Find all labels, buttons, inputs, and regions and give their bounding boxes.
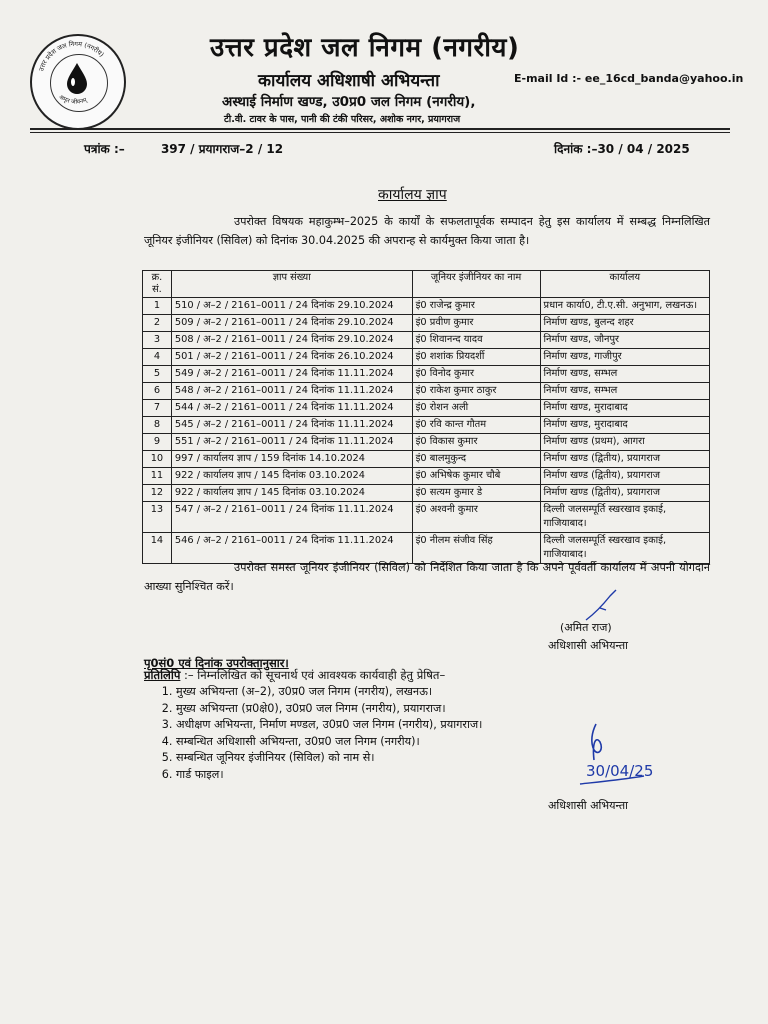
- table-row: [143, 451, 710, 468]
- cell-office: दिल्ली जलसम्पूर्ति स्खरखाव इकाई, गाजियाबाद।: [540, 533, 710, 564]
- cell-office: निर्माण खण्ड, मुरादाबाद: [540, 417, 710, 434]
- cell-memo-number: 508 / अ–2 / 2161–0011 / 24 दिनांक 29.10.2024: [171, 332, 412, 349]
- copy-recipient-item: 6. गार्ड फाइल।: [176, 767, 482, 784]
- svg-text:उत्तर प्रदेश जल निगम (नगरीय): उत्तर प्रदेश जल निगम (नगरीय): [37, 39, 106, 73]
- cell-engineer-name: इं0 राजेन्द्र कुमार: [412, 298, 540, 315]
- table-body: [143, 298, 710, 564]
- table-row: [143, 315, 710, 332]
- signatory-name: (अमित राज): [560, 621, 612, 634]
- table-row: [143, 332, 710, 349]
- copy-recipient-item: 3. अधीक्षण अभियन्ता, निर्माण मण्डल, उ0प्र0 जल निगम (नगरीय), प्रयागराज।: [176, 717, 482, 734]
- header-office: कार्यालय: [540, 271, 710, 298]
- cell-serial: 12: [143, 485, 172, 502]
- cell-engineer-name: इं0 विकास कुमार: [412, 434, 540, 451]
- cell-engineer-name: इं0 सत्यम कुमार डे: [412, 485, 540, 502]
- header-serial: क्र. सं.: [143, 271, 172, 298]
- cell-memo-number: 544 / अ–2 / 2161–0011 / 24 दिनांक 11.11.2024: [171, 400, 412, 417]
- cell-serial: 1: [143, 298, 172, 315]
- table-row: [143, 298, 710, 315]
- email-id: E-mail Id :- ee_16cd_banda@yahoo.in: [514, 72, 744, 85]
- division-name: अस्थाई निर्माण खण्ड, उ0प्र0 जल निगम (नगरीय),: [222, 94, 476, 110]
- header-memo-number: ज्ञाप संख्या: [171, 271, 412, 298]
- table-row: [143, 502, 710, 533]
- office-title: कार्यालय अधिशाषी अभियन्ता: [258, 71, 440, 91]
- header-divider-thin: [30, 132, 730, 133]
- memo-title: कार्यालय ज्ञाप: [378, 187, 447, 203]
- cell-office: निर्माण खण्ड, सम्भल: [540, 383, 710, 400]
- table-row: [143, 485, 710, 502]
- table-row: [143, 417, 710, 434]
- cell-office: निर्माण खण्ड, मुरादाबाद: [540, 400, 710, 417]
- cell-serial: 14: [143, 533, 172, 564]
- cell-memo-number: 922 / कार्यालय ज्ञाप / 145 दिनांक 03.10.2024: [171, 468, 412, 485]
- cell-office: निर्माण खण्ड (द्वितीय), प्रयागराज: [540, 485, 710, 502]
- cell-engineer-name: इं0 रवि कान्त गौतम: [412, 417, 540, 434]
- reference-line: पृ0सं0 एवं दिनांक उपरोक्तानुसार।: [144, 656, 289, 670]
- cell-memo-number: 510 / अ–2 / 2161–0011 / 24 दिनांक 29.10.2024: [171, 298, 412, 315]
- cell-engineer-name: इं0 शिवानन्द यादव: [412, 332, 540, 349]
- copy-recipient-item: 4. सम्बन्धित अधिशासी अभियन्ता, उ0प्र0 जल निगम (नगरीय)।: [176, 734, 482, 751]
- cell-engineer-name: इं0 राकेश कुमार ठाकुर: [412, 383, 540, 400]
- water-drop-icon: [66, 62, 88, 94]
- cell-office: निर्माण खण्ड, जौनपुर: [540, 332, 710, 349]
- handwritten-date: 30/04/25: [586, 762, 654, 780]
- cell-serial: 4: [143, 349, 172, 366]
- signatory-title: अधिशासी अभियन्ता: [548, 639, 629, 652]
- cell-serial: 6: [143, 383, 172, 400]
- cell-memo-number: 549 / अ–2 / 2161–0011 / 24 दिनांक 11.11.2024: [171, 366, 412, 383]
- cell-memo-number: 547 / अ–2 / 2161–0011 / 24 दिनांक 11.11.2024: [171, 502, 412, 533]
- cell-office: निर्माण खण्ड (द्वितीय), प्रयागराज: [540, 451, 710, 468]
- cell-office: प्रधान कार्या0, टी.ए.सी. अनुभाग, लखनऊ।: [540, 298, 710, 315]
- table-row: [143, 383, 710, 400]
- cell-memo-number: 501 / अ–2 / 2161–0011 / 24 दिनांक 26.10.2024: [171, 349, 412, 366]
- table-header-row: [143, 271, 710, 298]
- cell-engineer-name: इं0 शशांक प्रियदर्शी: [412, 349, 540, 366]
- organization-title: उत्तर प्रदेश जल निगम (नगरीय): [210, 33, 520, 63]
- cell-office: दिल्ली जलसम्पूर्ति स्खरखाव इकाई, गाजियाबाद।: [540, 502, 710, 533]
- cell-office: निर्माण खण्ड, सम्भल: [540, 366, 710, 383]
- cell-engineer-name: इं0 बालमुकुन्द: [412, 451, 540, 468]
- table-row: [143, 366, 710, 383]
- office-address: टी.वी. टावर के पास, पानी की टंकी परिसर, अशोक नगर, प्रयागराज: [224, 114, 461, 125]
- letter-number: [84, 140, 291, 157]
- signature-mark-2: [574, 720, 654, 792]
- letter-date: दिनांक :–30 / 04 / 2025: [554, 142, 690, 156]
- cell-serial: 5: [143, 366, 172, 383]
- cell-serial: 10: [143, 451, 172, 468]
- copy-to-label: प्रतिलिपि: [144, 668, 181, 682]
- cell-memo-number: 548 / अ–2 / 2161–0011 / 24 दिनांक 11.11.2024: [171, 383, 412, 400]
- copy-recipient-list: [150, 684, 482, 783]
- table-row: [143, 468, 710, 485]
- cell-serial: 3: [143, 332, 172, 349]
- copy-recipient-item: 5. सम्बन्धित जूनियर इंजीनियर (सिविल) को नाम से।: [176, 750, 482, 767]
- cell-serial: 8: [143, 417, 172, 434]
- jal-nigam-logo: [30, 34, 126, 130]
- memo-paragraph-2: उपरोक्त समस्त जूनियर इंजीनियर (सिविल) को निर्देशित किया जाता है कि अपने पूर्ववर्ती कार्यालय में अपनी योगदान आख्या सुनिश्चित करें।: [144, 561, 710, 593]
- header-engineer-name: जूनियर इंजीनियर का नाम: [412, 271, 540, 298]
- cell-office: निर्माण खण्ड, बुलन्द शहर: [540, 315, 710, 332]
- cell-memo-number: 997 / कार्यालय ज्ञाप / 159 दिनांक 14.10.2024: [171, 451, 412, 468]
- cell-engineer-name: इं0 विनोद कुमार: [412, 366, 540, 383]
- svg-text:अमृत जीवनम्: अमृत जीवनम्: [57, 93, 88, 106]
- letter-number-label: पत्रांक :–: [84, 142, 125, 156]
- cell-engineer-name: इं0 नीलम संजीव सिंह: [412, 533, 540, 564]
- cell-memo-number: 546 / अ–2 / 2161–0011 / 24 दिनांक 11.11.2024: [171, 533, 412, 564]
- cell-memo-number: 509 / अ–2 / 2161–0011 / 24 दिनांक 29.10.2024: [171, 315, 412, 332]
- cell-memo-number: 922 / कार्यालय ज्ञाप / 145 दिनांक 03.10.2024: [171, 485, 412, 502]
- table-row: [143, 400, 710, 417]
- header-divider: [30, 128, 730, 130]
- cell-engineer-name: इं0 रोशन अली: [412, 400, 540, 417]
- cell-serial: 13: [143, 502, 172, 533]
- copy-recipient-item: 2. मुख्य अभियन्ता (प्र0क्षे0), उ0प्र0 जल निगम (नगरीय), प्रयागराज।: [176, 701, 482, 718]
- table-row: [143, 434, 710, 451]
- cell-engineer-name: इं0 अश्वनी कुमार: [412, 502, 540, 533]
- cell-serial: 9: [143, 434, 172, 451]
- cell-office: निर्माण खण्ड (द्वितीय), प्रयागराज: [540, 468, 710, 485]
- copy-to-line: [144, 668, 445, 683]
- cell-serial: 7: [143, 400, 172, 417]
- relieved-engineers-table: [142, 270, 710, 564]
- cell-engineer-name: इं0 अभिषेक कुमार चौबे: [412, 468, 540, 485]
- cell-office: निर्माण खण्ड (प्रथम), आगरा: [540, 434, 710, 451]
- copy-recipient-item: 1. मुख्य अभियन्ता (अ–2), उ0प्र0 जल निगम (नगरीय), लखनऊ।: [176, 684, 482, 701]
- cell-memo-number: 551 / अ–2 / 2161–0011 / 24 दिनांक 11.11.2024: [171, 434, 412, 451]
- signatory-title-2: अधिशासी अभियन्ता: [548, 799, 629, 812]
- table-row: [143, 349, 710, 366]
- cell-engineer-name: इं0 प्रवीण कुमार: [412, 315, 540, 332]
- cell-serial: 2: [143, 315, 172, 332]
- memo-paragraph-1: उपरोक्त विषयक महाकुम्भ–2025 के कार्यों के सफलतापूर्वक सम्पादन हेतु इस कार्यालय में सम्बद्ध निम्नलिखित जूनियर इंजीनियर (सिविल) को दिनांक 30.04.2025 की अपरान्ह से कार्यमुक्त किया जाता है।: [144, 215, 710, 247]
- cell-memo-number: 545 / अ–2 / 2161–0011 / 24 दिनांक 11.11.2024: [171, 417, 412, 434]
- copy-to-intro: :– निम्नलिखित को सूचनार्थ एवं आवश्यक कार्यवाही हेतु प्रेषित–: [184, 668, 446, 682]
- letter-number-value: 397 / प्रयागराज–2 / 12: [160, 142, 284, 156]
- signature-mark-1: [580, 588, 620, 624]
- cell-office: निर्माण खण्ड, गाजीपुर: [540, 349, 710, 366]
- cell-serial: 11: [143, 468, 172, 485]
